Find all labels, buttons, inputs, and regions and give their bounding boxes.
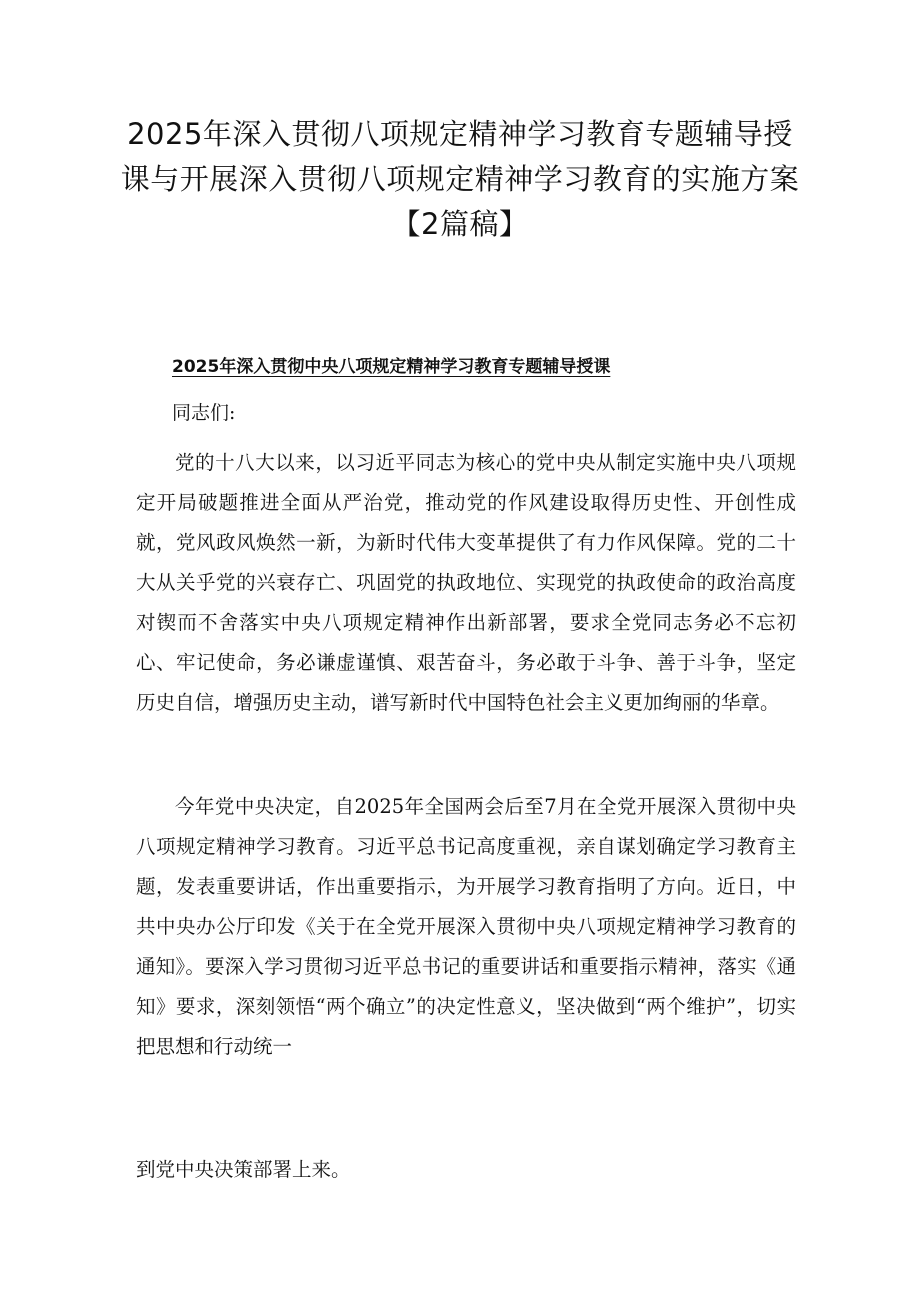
- salutation: 同志们:: [172, 402, 236, 424]
- paragraph-3: 到党中央决策部署上来。: [136, 1158, 351, 1181]
- paragraph-2: 今年党中央决定，自2025年全国两会后至7月在全党开展深入贯彻中央八项规定精神学习教育。习近平总书记高度重视，亲自谋划确定学习教育主题，发表重要讲话，作出重要指示，为开展学习教育指明了方向。近日，中共中央办公厅印发《关于在全党开展深入贯彻中央八项规定精神学习教育的通知》。要深入学习贯彻习近平总书记的重要讲话和重要指示精神，落实《通知》要求，深刻领悟“两个确立”的决定性意义，坚决做到“两个维护”，切实把思想和行动统一: [136, 795, 796, 1058]
- section-heading: 2025年深入贯彻中央八项规定精神学习教育专题辅导授课: [172, 357, 611, 377]
- document-title: 2025年深入贯彻八项规定精神学习教育专题辅导授课与开展深入贯彻八项规定精神学习教育的实施方案【2篇稿】: [120, 117, 800, 241]
- paragraph-1: 党的十八大以来，以习近平同志为核心的党中央从制定实施中央八项规定开局破题推进全面从严治党，推动党的作风建设取得历史性、开创性成就，党风政风焕然一新，为新时代伟大变革提供了有力作风保障。党的二十大从关乎党的兴衰存亡、巩固党的执政地位、实现党的执政使命的政治高度对锲而不舍落实中央八项规定精神作出新部署，要求全党同志务必不忘初心、牢记使命，务必谦虚谨慎、艰苦奋斗，务必敢于斗争、善于斗争，坚定历史自信，增强历史主动，谱写新时代中国特色社会主义更加绚丽的华章。: [136, 451, 796, 714]
